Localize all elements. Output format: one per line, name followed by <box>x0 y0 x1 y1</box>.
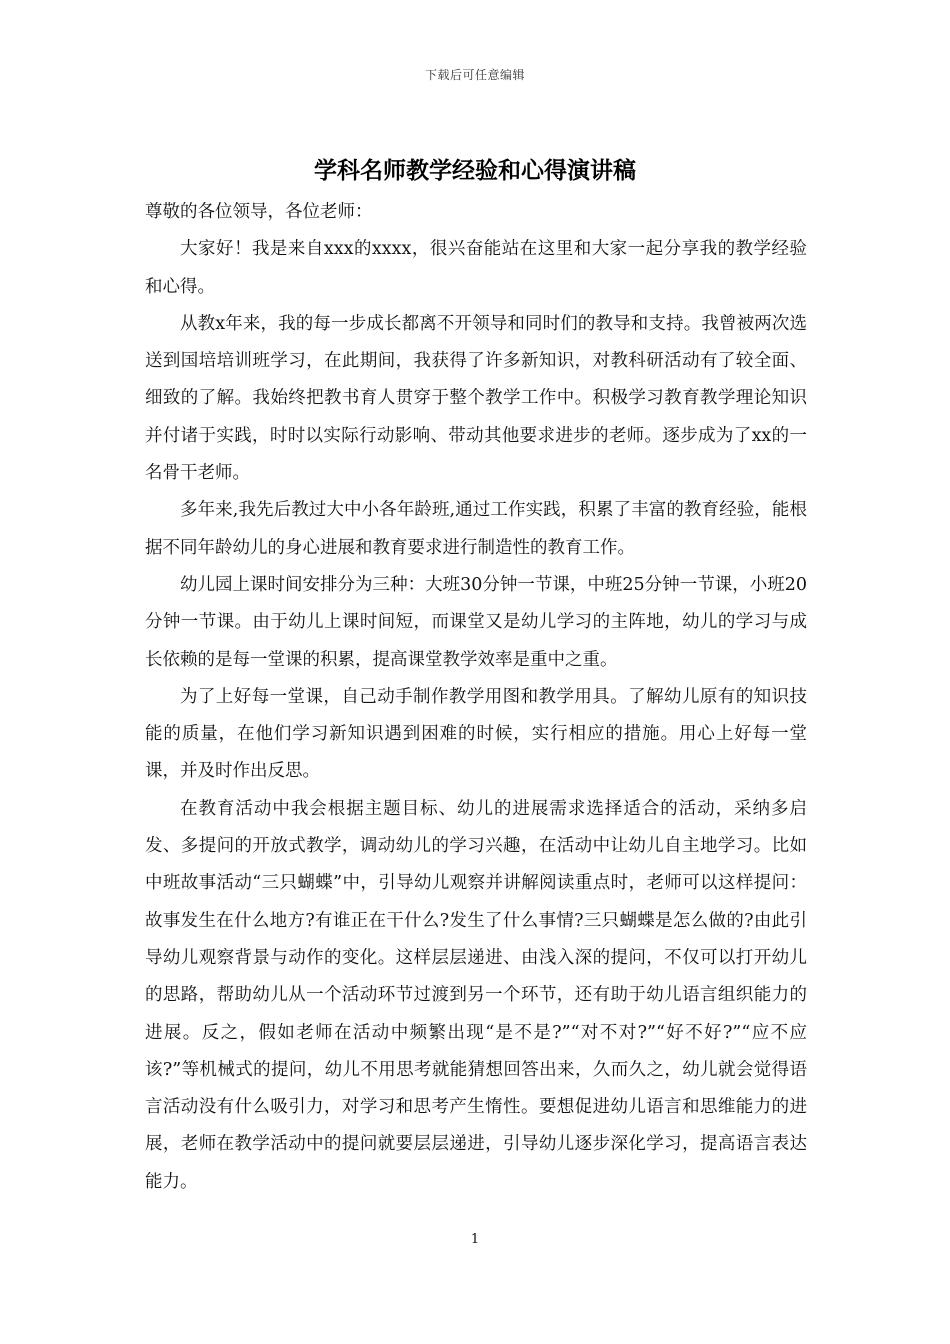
paragraph-growth: 从教x年来，我的每一步成长都离不开领导和同时们的教导和支持。我曾被两次选送到国培培训班学习，在此期间，我获得了许多新知识，对教科研活动有了较全面、细致的了解。我始终把教书育人贯穿于整个教学工作中。积极学习教育教学理论知识并付诸于实践，时时以实际行动影响、带动其他要求进步的老师。逐步成为了xx的一名骨干老师。 <box>145 313 807 484</box>
paragraph-intro: 大家好！我是来自xxx的xxxx，很兴奋能站在这里和大家一起分享我的教学经验和心得。 <box>145 239 807 297</box>
paragraph-teaching-method: 在教育活动中我会根据主题目标、幼儿的进展需求选择适合的活动，采纳多启发、多提问的开放式教学，调动幼儿的学习兴趣，在活动中让幼儿自主地学习。比如中班故事活动“三只蝴蝶”中，引导幼儿观察并讲解阅读重点时，老师可以这样提问：故事发生在什么地方?有谁正在干什么?发生了什么事情?三只蝴蝶是怎么做的?由此引导幼儿观察背景与动作的变化。这样层层递进、由浅入深的提问，不仅可以打开幼儿的思路，帮助幼儿从一个活动环节过渡到另一个环节，还有助于幼儿语言组织能力的进展。反之，假如老师在活动中频繁出现“是不是?”“对不对?”“好不好?”“应不应该?”等机械式的提问，幼儿不用思考就能猜想回答出来，久而久之，幼儿就会觉得语言活动没有什么吸引力，对学习和思考产生惰性。要想促进幼儿语言和思维能力的进展，老师在教学活动中的提问就要层层递进，引导幼儿逐步深化学习，提高语言表达能力。 <box>145 798 807 1192</box>
page-number: 1 <box>470 1232 480 1247</box>
document-body <box>145 194 807 1201</box>
paragraph-experience: 多年来,我先后教过大中小各年龄班,通过工作实践，积累了丰富的教育经验，能根据不同年龄幼儿的身心进展和教育要求进行制造性的教育工作。 <box>145 500 807 558</box>
header-note: 下载后可任意编辑 <box>424 68 525 82</box>
salutation: 尊敬的各位领导，各位老师： <box>145 202 373 222</box>
paragraph-preparation: 为了上好每一堂课，自己动手制作教学用图和教学用具。了解幼儿原有的知识技能的质量，在他们学习新知识遇到困难的时候，实行相应的措施。用心上好每一堂课，并及时作出反思。 <box>145 686 807 782</box>
page-title: 学科名师教学经验和心得演讲稿 <box>314 157 636 184</box>
paragraph-class-schedule: 幼儿园上课时间安排分为三种：大班30分钟一节课，中班25分钟一节课，小班20分钟一节课。由于幼儿上课时间短，而课堂又是幼儿学习的主阵地，幼儿的学习与成长依赖的是每一堂课的积累，提高课堂教学效率是重中之重。 <box>145 574 807 670</box>
